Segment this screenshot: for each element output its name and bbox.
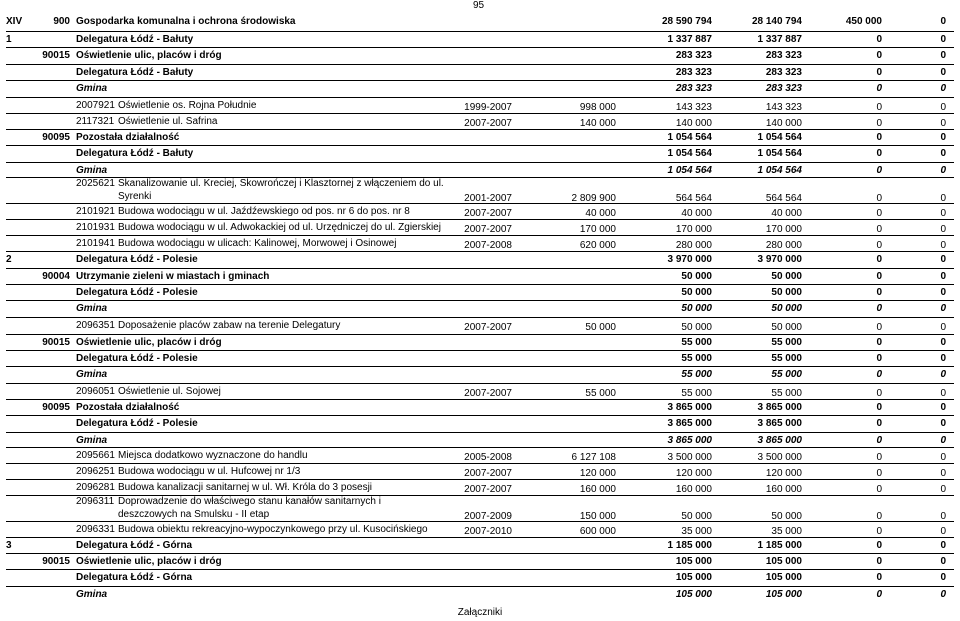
value-3: 0 [876,303,882,314]
item-description: Delegatura Łódź - Bałuty [76,67,194,78]
value-2: 55 000 [771,369,802,380]
value-1: 283 323 [675,83,712,94]
value-2: 28 140 794 [751,16,802,27]
period: 2005-2008 [464,452,512,463]
task-description: Budowa wodociągu w ulicach: Kalinowej, Morwowej i Osinowej [118,238,397,249]
value-3: 0 [876,572,882,583]
total-cost: 120 000 [579,468,616,479]
item-description: Oświetlenie ulic, placów i dróg [76,337,222,348]
value-3: 0 [876,526,882,537]
table-row [6,47,954,65]
item-description: Pozostała działalność [76,402,180,413]
section-number: 1 [6,34,12,45]
item-description: Gospodarka komunalna i ochrona środowiska [76,16,296,27]
value-2: 1 054 564 [757,148,802,159]
value-2: 280 000 [765,240,802,251]
value-3: 0 [876,322,882,333]
value-2: 1 185 000 [757,540,802,551]
item-description: Utrzymanie zieleni w miastach i gminach [76,271,270,282]
task-code: 2101921 [76,206,115,217]
value-4: 0 [940,589,946,600]
funding-source: Gmina [76,303,108,314]
table-row [6,537,954,554]
value-1: 1 185 000 [667,540,712,551]
task-description: Oświetlenie os. Rojna Południe [118,100,257,111]
value-4: 0 [940,208,946,219]
period: 2007-2009 [464,511,512,522]
table-row [6,97,954,114]
value-4: 0 [940,556,946,567]
task-code: 2025621 [76,178,115,189]
value-4: 0 [940,83,946,94]
page-footer: Załączniki [457,607,503,618]
value-2: 55 000 [771,337,802,348]
value-2: 40 000 [771,208,802,219]
task-description: Budowa obiektu rekreacyjno-wypoczynkowego przy ul. Kusocińskiego [118,524,428,535]
table-row [6,463,954,480]
value-3: 0 [876,148,882,159]
value-1: 1 054 564 [667,148,712,159]
table-row [6,14,954,31]
task-description-continued: deszczowych na Smulsku - II etap [118,509,270,520]
section-number: XIV [6,16,23,27]
value-4: 0 [940,511,946,522]
value-3: 0 [876,118,882,129]
value-4: 0 [940,254,946,265]
value-1: 105 000 [675,572,712,583]
value-4: 0 [940,240,946,251]
task-description: Miejsca dodatkowo wyznaczone do handlu [118,450,308,461]
table-row [6,415,954,433]
value-3: 450 000 [845,16,882,27]
table-row [6,432,954,448]
table-row [6,203,954,220]
value-4: 0 [940,118,946,129]
table-row [6,383,954,400]
table-row [6,64,954,81]
value-3: 0 [876,67,882,78]
value-1: 3 865 000 [667,418,712,429]
value-1: 50 000 [681,271,712,282]
period: 2007-2010 [464,526,512,537]
value-4: 0 [940,402,946,413]
table-row [6,284,954,301]
table-row [6,268,954,285]
value-3: 0 [876,452,882,463]
value-4: 0 [940,16,946,27]
value-1: 3 500 000 [667,452,712,463]
task-description: Skanalizowanie ul. Kreciej, Skowrończej i Klasztornej z włączeniem do ul. [118,178,444,189]
value-3: 0 [876,418,882,429]
value-4: 0 [940,468,946,479]
period: 2007-2008 [464,240,512,251]
chapter-code: 90015 [42,50,70,61]
table-row [6,521,954,538]
task-code: 2096311 [76,496,115,507]
value-4: 0 [940,132,946,143]
value-2: 50 000 [771,287,802,298]
value-1: 160 000 [675,484,712,495]
task-code: 2096051 [76,386,115,397]
task-description: Budowa wodociągu w ul. Jaźdźewskiego od pos. nr 6 do pos. nr 8 [118,206,410,217]
value-4: 0 [940,34,946,45]
value-4: 0 [940,303,946,314]
value-2: 50 000 [771,511,802,522]
value-3: 0 [876,224,882,235]
value-4: 0 [940,102,946,113]
task-description: Budowa wodociągu w ul. Hufcowej nr 1/3 [118,466,301,477]
value-1: 564 564 [675,193,712,204]
value-3: 0 [876,83,882,94]
value-4: 0 [940,322,946,333]
table-row [6,162,954,178]
value-3: 0 [876,511,882,522]
value-3: 0 [876,254,882,265]
value-4: 0 [940,337,946,348]
value-4: 0 [940,271,946,282]
value-2: 3 865 000 [757,435,802,446]
table-row [6,586,954,603]
value-1: 170 000 [675,224,712,235]
value-4: 0 [940,148,946,159]
value-2: 1 337 887 [757,34,802,45]
period: 2007-2007 [464,118,512,129]
total-cost: 50 000 [585,322,616,333]
value-3: 0 [876,193,882,204]
table-row [6,447,954,464]
value-1: 50 000 [681,303,712,314]
value-1: 120 000 [675,468,712,479]
total-cost: 6 127 108 [571,452,616,463]
funding-source: Gmina [76,83,108,94]
value-4: 0 [940,224,946,235]
period: 2007-2007 [464,468,512,479]
value-2: 160 000 [765,484,802,495]
task-description: Doposażenie placów zabaw na terenie Delegatury [118,320,341,331]
value-4: 0 [940,435,946,446]
value-2: 3 500 000 [757,452,802,463]
value-3: 0 [876,369,882,380]
value-3: 0 [876,165,882,176]
value-1: 35 000 [681,526,712,537]
item-description: Delegatura Łódź - Polesie [76,418,198,429]
task-description: Budowa kanalizacji sanitarnej w ul. Wł. Króla do 3 posesji [118,482,373,493]
value-3: 0 [876,50,882,61]
task-code: 2096281 [76,482,115,493]
table-row [6,350,954,367]
value-1: 283 323 [675,50,712,61]
table-row [6,219,954,236]
value-2: 3 865 000 [757,418,802,429]
period: 2007-2007 [464,484,512,495]
table-row [6,553,954,570]
funding-source: Gmina [76,369,108,380]
value-4: 0 [940,369,946,380]
value-2: 140 000 [765,118,802,129]
value-3: 0 [876,540,882,551]
table-row [6,251,954,269]
task-code: 2007921 [76,100,115,111]
value-4: 0 [940,540,946,551]
value-2: 143 323 [765,102,802,113]
value-3: 0 [876,102,882,113]
task-code: 2096351 [76,320,115,331]
value-4: 0 [940,165,946,176]
task-description-continued: Syrenki [118,191,152,202]
total-cost: 170 000 [579,224,616,235]
value-4: 0 [940,526,946,537]
period: 2001-2007 [464,193,512,204]
value-2: 3 865 000 [757,402,802,413]
table-row [6,317,954,335]
period: 2007-2007 [464,388,512,399]
value-3: 0 [876,208,882,219]
total-cost: 2 809 900 [571,193,616,204]
value-3: 0 [876,484,882,495]
value-1: 105 000 [675,556,712,567]
chapter-code: 90095 [42,132,70,143]
task-description: Budowa wodociągu w ul. Adwokackiej od ul. Urzędniczej do ul. Zgierskiej [118,222,441,233]
value-1: 28 590 794 [661,16,712,27]
total-cost: 150 000 [579,511,616,522]
task-code: 2096251 [76,466,115,477]
value-2: 105 000 [765,572,802,583]
task-code: 2101931 [76,222,115,233]
funding-source: Gmina [76,435,108,446]
value-1: 55 000 [681,388,712,399]
total-cost: 620 000 [579,240,616,251]
item-description: Delegatura Łódź - Polesie [76,254,198,265]
table-row [6,399,954,416]
table-row [6,145,954,163]
item-description: Delegatura Łódź - Polesie [76,353,198,364]
value-2: 50 000 [771,322,802,333]
value-2: 55 000 [771,388,802,399]
value-4: 0 [940,353,946,364]
table-row [6,177,954,204]
value-2: 564 564 [765,193,802,204]
funding-source: Gmina [76,589,108,600]
table-row [6,334,954,351]
value-1: 55 000 [681,353,712,364]
item-description: Delegatura Łódź - Górna [76,540,193,551]
chapter-code: 90095 [42,402,70,413]
value-1: 55 000 [681,337,712,348]
total-cost: 998 000 [579,102,616,113]
task-code: 2101941 [76,238,115,249]
value-1: 55 000 [681,369,712,380]
value-4: 0 [940,67,946,78]
value-1: 3 865 000 [667,402,712,413]
value-3: 0 [876,435,882,446]
value-3: 0 [876,353,882,364]
value-2: 50 000 [771,271,802,282]
value-1: 1 054 564 [667,165,712,176]
task-code: 2096331 [76,524,115,535]
value-2: 3 970 000 [757,254,802,265]
value-3: 0 [876,468,882,479]
table-row [6,366,954,384]
value-1: 50 000 [681,511,712,522]
task-description: Doprowadzenie do właściwego stanu kanałów sanitarnych i [118,496,381,507]
value-3: 0 [876,556,882,567]
table-row [6,569,954,587]
value-1: 40 000 [681,208,712,219]
section-number: 3 [6,540,12,551]
table-row [6,129,954,146]
item-description: Delegatura Łódź - Bałuty [76,34,194,45]
value-2: 105 000 [765,589,802,600]
table-row [6,80,954,98]
value-1: 143 323 [675,102,712,113]
period: 1999-2007 [464,102,512,113]
value-2: 55 000 [771,353,802,364]
value-4: 0 [940,452,946,463]
value-2: 50 000 [771,303,802,314]
value-1: 3 970 000 [667,254,712,265]
total-cost: 55 000 [585,388,616,399]
table-row [6,113,954,130]
chapter-code: 90015 [42,556,70,567]
value-3: 0 [876,132,882,143]
chapter-code: 90015 [42,337,70,348]
table-row [6,235,954,252]
task-description: Oświetlenie ul. Sojowej [118,386,221,397]
item-description: Delegatura Łódź - Górna [76,572,193,583]
value-1: 280 000 [675,240,712,251]
value-4: 0 [940,484,946,495]
value-2: 283 323 [765,83,802,94]
value-1: 50 000 [681,322,712,333]
table-row [6,495,954,522]
value-1: 1 337 887 [667,34,712,45]
section-number: 2 [6,254,12,265]
chapter-code: 900 [53,16,70,27]
value-4: 0 [940,287,946,298]
value-2: 1 054 564 [757,132,802,143]
total-cost: 140 000 [579,118,616,129]
value-3: 0 [876,337,882,348]
task-code: 2095661 [76,450,115,461]
value-4: 0 [940,50,946,61]
item-description: Delegatura Łódź - Polesie [76,287,198,298]
value-2: 170 000 [765,224,802,235]
period: 2007-2007 [464,208,512,219]
value-1: 105 000 [675,589,712,600]
value-3: 0 [876,388,882,399]
table-row [6,300,954,318]
value-3: 0 [876,287,882,298]
page-number: 95 [473,0,485,11]
value-2: 1 054 564 [757,165,802,176]
value-1: 140 000 [675,118,712,129]
period: 2007-2007 [464,322,512,333]
value-1: 3 865 000 [667,435,712,446]
task-description: Oświetlenie ul. Safrina [118,116,218,127]
table-row [6,479,954,496]
item-description: Oświetlenie ulic, placów i dróg [76,50,222,61]
value-1: 283 323 [675,67,712,78]
value-2: 283 323 [765,67,802,78]
value-3: 0 [876,271,882,282]
task-code: 2117321 [76,116,115,127]
value-3: 0 [876,240,882,251]
item-description: Pozostała działalność [76,132,180,143]
value-2: 105 000 [765,556,802,567]
total-cost: 160 000 [579,484,616,495]
value-1: 50 000 [681,287,712,298]
value-3: 0 [876,34,882,45]
value-2: 35 000 [771,526,802,537]
value-2: 283 323 [765,50,802,61]
chapter-code: 90004 [42,271,70,282]
value-4: 0 [940,388,946,399]
value-1: 1 054 564 [667,132,712,143]
period: 2007-2007 [464,224,512,235]
table-row [6,31,954,48]
total-cost: 40 000 [585,208,616,219]
value-4: 0 [940,193,946,204]
value-4: 0 [940,418,946,429]
value-4: 0 [940,572,946,583]
value-2: 120 000 [765,468,802,479]
value-3: 0 [876,589,882,600]
funding-source: Gmina [76,165,108,176]
total-cost: 600 000 [579,526,616,537]
value-3: 0 [876,402,882,413]
item-description: Oświetlenie ulic, placów i dróg [76,556,222,567]
item-description: Delegatura Łódź - Bałuty [76,148,194,159]
